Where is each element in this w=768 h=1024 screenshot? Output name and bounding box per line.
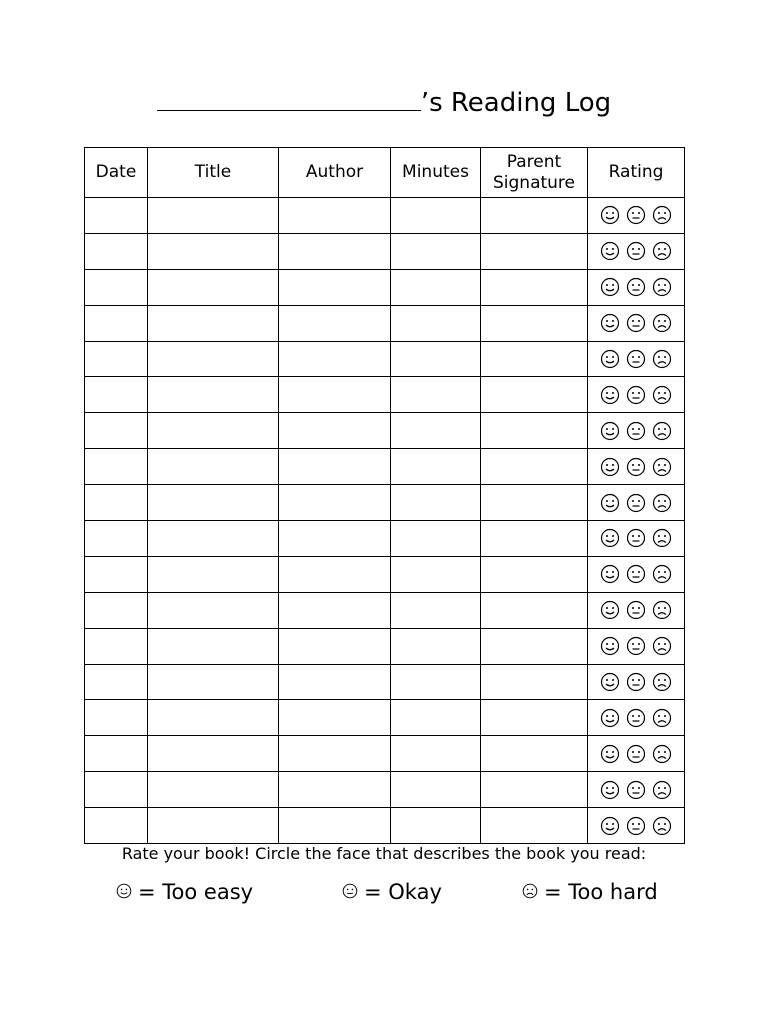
rating-cell [588, 449, 685, 485]
table-row [85, 341, 685, 377]
smiley-icon[interactable] [600, 600, 620, 620]
title-cell[interactable] [148, 700, 279, 736]
neutral-face-icon [342, 880, 364, 904]
date-cell[interactable] [85, 198, 148, 234]
title-cell[interactable] [148, 341, 279, 377]
parent-signature-cell[interactable] [481, 269, 588, 305]
rating-cell [588, 233, 685, 269]
header-parent-line2: Signature [492, 172, 575, 193]
neutral-face-icon[interactable] [626, 205, 646, 225]
title-cell[interactable] [148, 233, 279, 269]
rating-cell [588, 736, 685, 772]
author-cell[interactable] [279, 700, 391, 736]
date-cell[interactable] [85, 592, 148, 628]
author-cell[interactable] [279, 449, 391, 485]
smiley-icon[interactable] [600, 672, 620, 692]
frown-icon[interactable] [652, 672, 672, 692]
parent-signature-cell[interactable] [481, 592, 588, 628]
frown-icon[interactable] [652, 744, 672, 764]
date-cell[interactable] [85, 772, 148, 808]
table-row [85, 592, 685, 628]
title-cell[interactable] [148, 664, 279, 700]
date-cell[interactable] [85, 808, 148, 844]
parent-signature-cell[interactable] [481, 485, 588, 521]
parent-signature-cell[interactable] [481, 736, 588, 772]
date-cell[interactable] [85, 377, 148, 413]
rating-cell [588, 521, 685, 557]
parent-signature-cell[interactable] [481, 341, 588, 377]
date-cell[interactable] [85, 449, 148, 485]
author-cell[interactable] [279, 198, 391, 234]
neutral-face-icon[interactable] [626, 277, 646, 297]
frown-icon[interactable] [652, 600, 672, 620]
table-row [85, 413, 685, 449]
neutral-face-icon[interactable] [626, 457, 646, 477]
title-cell[interactable] [148, 413, 279, 449]
title-cell[interactable] [148, 485, 279, 521]
legend-okay [342, 880, 442, 904]
rating-instructions: Rate your book! Circle the face that describes the book you read: [121, 844, 647, 863]
smiley-icon[interactable] [600, 708, 620, 728]
smiley-icon[interactable] [600, 241, 620, 261]
author-cell[interactable] [279, 808, 391, 844]
minutes-cell[interactable] [391, 233, 481, 269]
neutral-face-icon[interactable] [626, 816, 646, 836]
smiley-icon[interactable] [600, 349, 620, 369]
page-title [0, 88, 768, 118]
date-cell[interactable] [85, 305, 148, 341]
frown-icon[interactable] [652, 277, 672, 297]
author-cell[interactable] [279, 736, 391, 772]
neutral-face-icon[interactable] [626, 600, 646, 620]
title-cell[interactable] [148, 772, 279, 808]
legend-too-easy [116, 880, 253, 904]
frown-icon[interactable] [652, 708, 672, 728]
table-row [85, 521, 685, 557]
rating-cell [588, 198, 685, 234]
rating-cell [588, 628, 685, 664]
table-row [85, 808, 685, 844]
neutral-face-icon[interactable] [626, 493, 646, 513]
date-cell[interactable] [85, 700, 148, 736]
parent-signature-cell[interactable] [481, 628, 588, 664]
table-row [85, 736, 685, 772]
parent-signature-cell[interactable] [481, 556, 588, 592]
author-cell[interactable] [279, 233, 391, 269]
frown-icon[interactable] [652, 385, 672, 405]
minutes-cell[interactable] [391, 736, 481, 772]
minutes-cell[interactable] [391, 808, 481, 844]
frown-icon[interactable] [652, 421, 672, 441]
table-row [85, 664, 685, 700]
frown-icon[interactable] [652, 457, 672, 477]
neutral-face-icon[interactable] [626, 780, 646, 800]
title-cell[interactable] [148, 808, 279, 844]
parent-signature-cell[interactable] [481, 198, 588, 234]
frown-icon[interactable] [652, 528, 672, 548]
title-cell[interactable] [148, 198, 279, 234]
neutral-face-icon[interactable] [626, 672, 646, 692]
table-row [85, 377, 685, 413]
parent-signature-cell[interactable] [481, 377, 588, 413]
neutral-face-icon[interactable] [626, 421, 646, 441]
title-cell[interactable] [148, 628, 279, 664]
table-row [85, 556, 685, 592]
author-cell[interactable] [279, 628, 391, 664]
smiley-icon[interactable] [600, 385, 620, 405]
neutral-face-icon[interactable] [626, 708, 646, 728]
smiley-icon[interactable] [600, 205, 620, 225]
neutral-face-icon[interactable] [626, 564, 646, 584]
date-cell[interactable] [85, 233, 148, 269]
legend-too-hard [522, 880, 658, 904]
rating-cell [588, 772, 685, 808]
name-blank-line[interactable] [157, 88, 421, 111]
rating-cell [588, 413, 685, 449]
table-row [85, 485, 685, 521]
rating-cell [588, 305, 685, 341]
table-row [85, 269, 685, 305]
parent-signature-cell[interactable] [481, 772, 588, 808]
minutes-cell[interactable] [391, 664, 481, 700]
smiley-icon[interactable] [600, 421, 620, 441]
minutes-cell[interactable] [391, 305, 481, 341]
header-parent-line1: Parent [506, 151, 562, 172]
table-row [85, 449, 685, 485]
legend-okay-text: = Okay [364, 880, 442, 904]
date-cell[interactable] [85, 269, 148, 305]
author-cell[interactable] [279, 377, 391, 413]
parent-signature-cell[interactable] [481, 449, 588, 485]
smiley-icon[interactable] [600, 780, 620, 800]
title-cell[interactable] [148, 269, 279, 305]
table-row [85, 198, 685, 234]
neutral-face-icon[interactable] [626, 528, 646, 548]
author-cell[interactable] [279, 413, 391, 449]
title-cell[interactable] [148, 377, 279, 413]
rating-cell [588, 341, 685, 377]
parent-signature-cell[interactable] [481, 664, 588, 700]
date-cell[interactable] [85, 485, 148, 521]
smiley-icon[interactable] [600, 564, 620, 584]
smiley-icon[interactable] [600, 528, 620, 548]
table-row [85, 772, 685, 808]
title-cell[interactable] [148, 556, 279, 592]
minutes-cell[interactable] [391, 592, 481, 628]
neutral-face-icon[interactable] [626, 385, 646, 405]
author-cell[interactable] [279, 341, 391, 377]
parent-signature-cell[interactable] [481, 305, 588, 341]
minutes-cell[interactable] [391, 377, 481, 413]
minutes-cell[interactable] [391, 485, 481, 521]
date-cell[interactable] [85, 736, 148, 772]
rating-cell [588, 485, 685, 521]
title-text: ’s Reading Log [420, 88, 612, 118]
frown-icon[interactable] [652, 241, 672, 261]
neutral-face-icon[interactable] [626, 744, 646, 764]
neutral-face-icon[interactable] [626, 241, 646, 261]
header-rating: Rating [588, 148, 685, 198]
smiley-icon[interactable] [600, 744, 620, 764]
frown-icon[interactable] [652, 205, 672, 225]
date-cell[interactable] [85, 341, 148, 377]
minutes-cell[interactable] [391, 521, 481, 557]
title-cell[interactable] [148, 449, 279, 485]
table-row [85, 700, 685, 736]
date-cell[interactable] [85, 521, 148, 557]
frown-icon[interactable] [652, 636, 672, 656]
minutes-cell[interactable] [391, 556, 481, 592]
parent-signature-cell[interactable] [481, 808, 588, 844]
author-cell[interactable] [279, 556, 391, 592]
title-cell[interactable] [148, 521, 279, 557]
frown-icon[interactable] [652, 493, 672, 513]
author-cell[interactable] [279, 269, 391, 305]
table-row [85, 233, 685, 269]
header-minutes: Minutes [391, 148, 481, 198]
date-cell[interactable] [85, 413, 148, 449]
rating-cell [588, 700, 685, 736]
author-cell[interactable] [279, 592, 391, 628]
author-cell[interactable] [279, 305, 391, 341]
parent-signature-cell[interactable] [481, 413, 588, 449]
author-cell[interactable] [279, 521, 391, 557]
reading-log-table [84, 147, 685, 844]
parent-signature-cell[interactable] [481, 233, 588, 269]
author-cell[interactable] [279, 664, 391, 700]
parent-signature-cell[interactable] [481, 521, 588, 557]
rating-cell [588, 269, 685, 305]
neutral-face-icon[interactable] [626, 636, 646, 656]
author-cell[interactable] [279, 485, 391, 521]
smiley-icon[interactable] [600, 457, 620, 477]
minutes-cell[interactable] [391, 341, 481, 377]
author-cell[interactable] [279, 772, 391, 808]
legend-too-hard-text: = Too hard [544, 880, 658, 904]
neutral-face-icon[interactable] [626, 349, 646, 369]
table-row [85, 305, 685, 341]
frown-icon[interactable] [652, 564, 672, 584]
legend-too-easy-text: = Too easy [138, 880, 254, 904]
smiley-icon[interactable] [600, 277, 620, 297]
table-header-row [85, 148, 685, 198]
minutes-cell[interactable] [391, 198, 481, 234]
header-parent-signature [481, 148, 588, 198]
rating-cell [588, 556, 685, 592]
parent-signature-cell[interactable] [481, 700, 588, 736]
smiley-icon [116, 880, 138, 904]
smiley-icon[interactable] [600, 313, 620, 333]
frown-icon[interactable] [652, 816, 672, 836]
frown-icon[interactable] [652, 349, 672, 369]
frown-icon [522, 880, 544, 904]
smiley-icon[interactable] [600, 816, 620, 836]
minutes-cell[interactable] [391, 700, 481, 736]
date-cell[interactable] [85, 628, 148, 664]
frown-icon[interactable] [652, 780, 672, 800]
frown-icon[interactable] [652, 313, 672, 333]
header-title: Title [148, 148, 279, 198]
rating-cell [588, 592, 685, 628]
minutes-cell[interactable] [391, 413, 481, 449]
neutral-face-icon[interactable] [626, 313, 646, 333]
date-cell[interactable] [85, 556, 148, 592]
header-date: Date [85, 148, 148, 198]
smiley-icon[interactable] [600, 493, 620, 513]
date-cell[interactable] [85, 664, 148, 700]
title-cell[interactable] [148, 305, 279, 341]
title-cell[interactable] [148, 592, 279, 628]
rating-cell [588, 377, 685, 413]
title-cell[interactable] [148, 736, 279, 772]
minutes-cell[interactable] [391, 269, 481, 305]
table-row [85, 628, 685, 664]
header-author: Author [279, 148, 391, 198]
minutes-cell[interactable] [391, 772, 481, 808]
minutes-cell[interactable] [391, 628, 481, 664]
minutes-cell[interactable] [391, 449, 481, 485]
smiley-icon[interactable] [600, 636, 620, 656]
rating-cell [588, 664, 685, 700]
rating-cell [588, 808, 685, 844]
